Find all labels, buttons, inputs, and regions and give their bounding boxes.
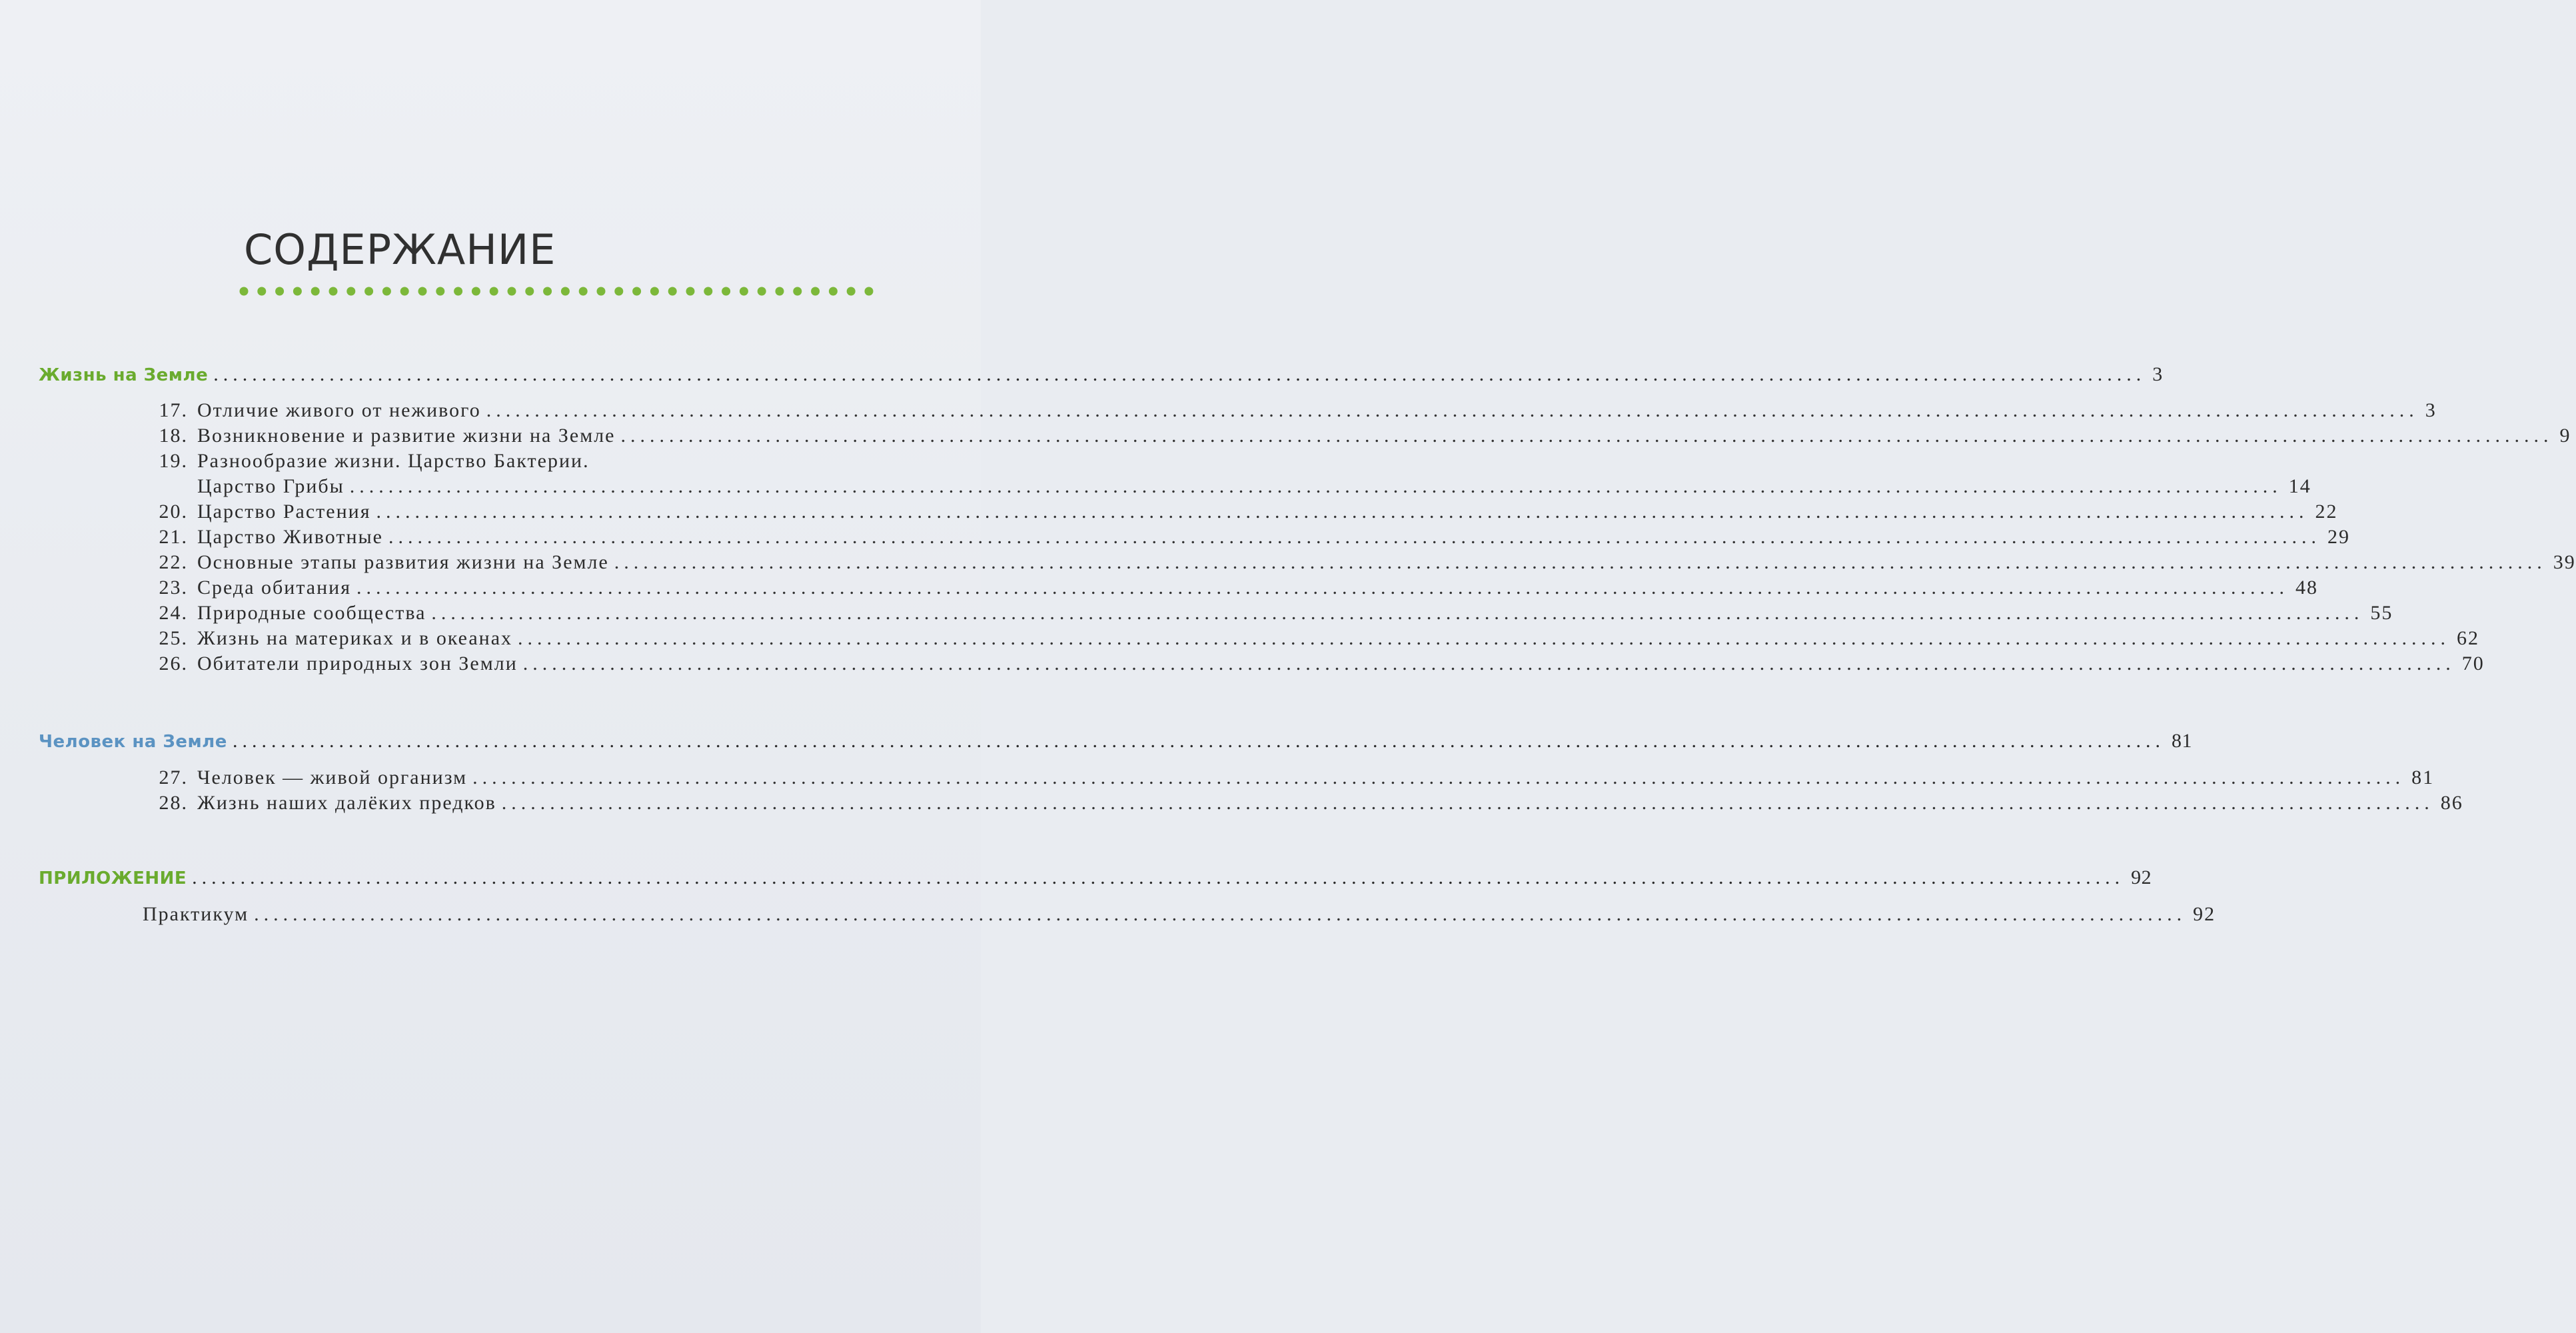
page-number: 3 (2425, 399, 2437, 421)
section-title: ПРИЛОЖЕНИЕ (39, 868, 187, 888)
page-number: 29 (2327, 526, 2351, 548)
page-number: 3 (2152, 363, 2163, 385)
item-title: Обитатели природных зон Земли (197, 653, 518, 674)
dot-leader: ........................................................................................................................................................................................................ (388, 526, 2321, 548)
divider-dot (722, 287, 730, 296)
divider-dot (382, 287, 391, 296)
toc-item-continuation[interactable] (197, 475, 2311, 497)
toc-item[interactable] (140, 551, 2576, 573)
item-number: 24. (159, 602, 188, 624)
toc-item[interactable] (140, 766, 2435, 788)
item-title-continued: Царство Грибы (197, 475, 344, 497)
divider-dot (275, 287, 284, 296)
divider-dot (740, 287, 748, 296)
item-title: Разнообразие жизни. Царство Бактерии. (197, 450, 590, 472)
toc-item[interactable] (140, 577, 2319, 599)
divider-dot (311, 287, 320, 296)
divider-dot (257, 287, 266, 296)
toc-item[interactable] (140, 526, 2351, 548)
toc-item[interactable] (140, 653, 2485, 674)
item-number: 23. (159, 577, 188, 599)
decorative-dot-divider (239, 286, 885, 297)
section-title: Жизнь на Земле (39, 365, 209, 385)
page-number: 62 (2457, 627, 2480, 649)
divider-dot (346, 287, 355, 296)
item-number: 21. (159, 526, 188, 548)
divider-dot (597, 287, 606, 296)
dot-leader: ........................................................................................................................................................................................................ (522, 653, 2455, 674)
divider-dot (865, 287, 874, 296)
item-number: 20. (159, 501, 188, 523)
page-number: 55 (2370, 602, 2393, 624)
dot-leader: ........................................................................................................................................................................................................ (614, 551, 2547, 573)
toc-item[interactable] (140, 399, 2437, 421)
divider-dot (614, 287, 623, 296)
item-title: Природные сообщества (197, 602, 426, 624)
divider-dot (561, 287, 570, 296)
dot-leader: ........................................................................................................................................................................................................ (213, 363, 2146, 385)
item-number: 27. (159, 766, 188, 788)
toc-item[interactable] (140, 501, 2338, 523)
divider-dot (400, 287, 409, 296)
dot-leader: ........................................................................................................................................................................................................ (232, 730, 2165, 752)
item-number: 28. (159, 792, 188, 814)
dot-leader: ........................................................................................................................................................................................................ (518, 627, 2451, 649)
divider-dot (364, 287, 373, 296)
item-title: Человек — живой организм (197, 766, 468, 788)
page-number: 70 (2461, 653, 2485, 674)
divider-dot (668, 287, 677, 296)
divider-dot (329, 287, 338, 296)
item-title: Отличие живого от неживого (197, 399, 481, 421)
toc-section-appendix[interactable] (39, 866, 2152, 888)
dot-leader: ........................................................................................................................................................................................................ (376, 501, 2309, 523)
divider-dot (758, 287, 766, 296)
item-number: 26. (159, 653, 188, 674)
dot-leader: ........................................................................................................................................................................................................ (349, 475, 2282, 497)
dot-leader: ........................................................................................................................................................................................................ (254, 903, 2187, 925)
divider-dot (776, 287, 784, 296)
page-number: 14 (2288, 475, 2311, 497)
divider-dot (704, 287, 712, 296)
section-title: Человек на Земле (39, 732, 227, 752)
item-title: Основные этапы развития жизни на Земле (197, 551, 609, 573)
divider-dot (847, 287, 856, 296)
divider-dot (632, 287, 641, 296)
page-number: 22 (2315, 501, 2338, 523)
page-title: СОДЕРЖАНИЕ (244, 225, 556, 274)
item-title: Жизнь на материках и в океанах (197, 627, 513, 649)
dot-leader: ........................................................................................................................................................................................................ (486, 399, 2419, 421)
toc-item[interactable] (140, 627, 2480, 649)
divider-dot (240, 287, 249, 296)
divider-dot (793, 287, 802, 296)
divider-dot (650, 287, 659, 296)
item-title: Среда обитания (197, 577, 352, 599)
divider-dot (829, 287, 838, 296)
toc-item[interactable] (143, 903, 2216, 925)
item-number: 25. (159, 627, 188, 649)
dot-leader: ........................................................................................................................................................................................................ (356, 577, 2289, 599)
divider-dot (293, 287, 302, 296)
divider-dot (543, 287, 552, 296)
dot-leader: ........................................................................................................................................................................................................ (501, 792, 2434, 814)
toc-section-life-on-earth[interactable] (39, 363, 2163, 385)
toc-item[interactable] (140, 602, 2393, 624)
divider-dot (472, 287, 480, 296)
divider-dot (454, 287, 462, 296)
item-title: Жизнь наших далёких предков (197, 792, 496, 814)
page-number: 39 (2553, 551, 2576, 573)
toc-item-first-line[interactable] (140, 451, 590, 471)
item-number: 22. (159, 551, 188, 573)
divider-dot (811, 287, 820, 296)
page-number: 81 (2411, 766, 2435, 788)
page-number: 9 (2559, 425, 2571, 447)
divider-dot (508, 287, 516, 296)
item-title: Царство Животные (197, 526, 384, 548)
toc-item[interactable] (140, 425, 2571, 447)
page-number: 92 (2131, 866, 2152, 888)
item-number: 19. (159, 450, 188, 472)
toc-item[interactable] (140, 792, 2463, 814)
divider-dot (490, 287, 498, 296)
divider-dot (525, 287, 534, 296)
item-number: 17. (159, 399, 188, 421)
divider-dot (436, 287, 444, 296)
item-title: Царство Растения (197, 501, 371, 523)
item-title: Возникновение и развитие жизни на Земле (197, 425, 616, 447)
divider-dot (579, 287, 588, 296)
item-title: Практикум (143, 903, 249, 925)
item-number: 18. (159, 425, 188, 447)
dot-leader: ........................................................................................................................................................................................................ (472, 766, 2405, 788)
dot-leader: ........................................................................................................................................................................................................ (192, 866, 2125, 888)
dot-leader: ........................................................................................................................................................................................................ (431, 602, 2364, 624)
page-number: 81 (2171, 730, 2192, 752)
divider-dot (418, 287, 427, 296)
divider-dot (686, 287, 695, 296)
page-number: 92 (2193, 903, 2216, 925)
dot-leader: ........................................................................................................................................................................................................ (620, 425, 2553, 447)
page-number: 48 (2295, 577, 2319, 599)
toc-section-man-on-earth[interactable] (39, 730, 2192, 752)
page-number: 86 (2440, 792, 2463, 814)
